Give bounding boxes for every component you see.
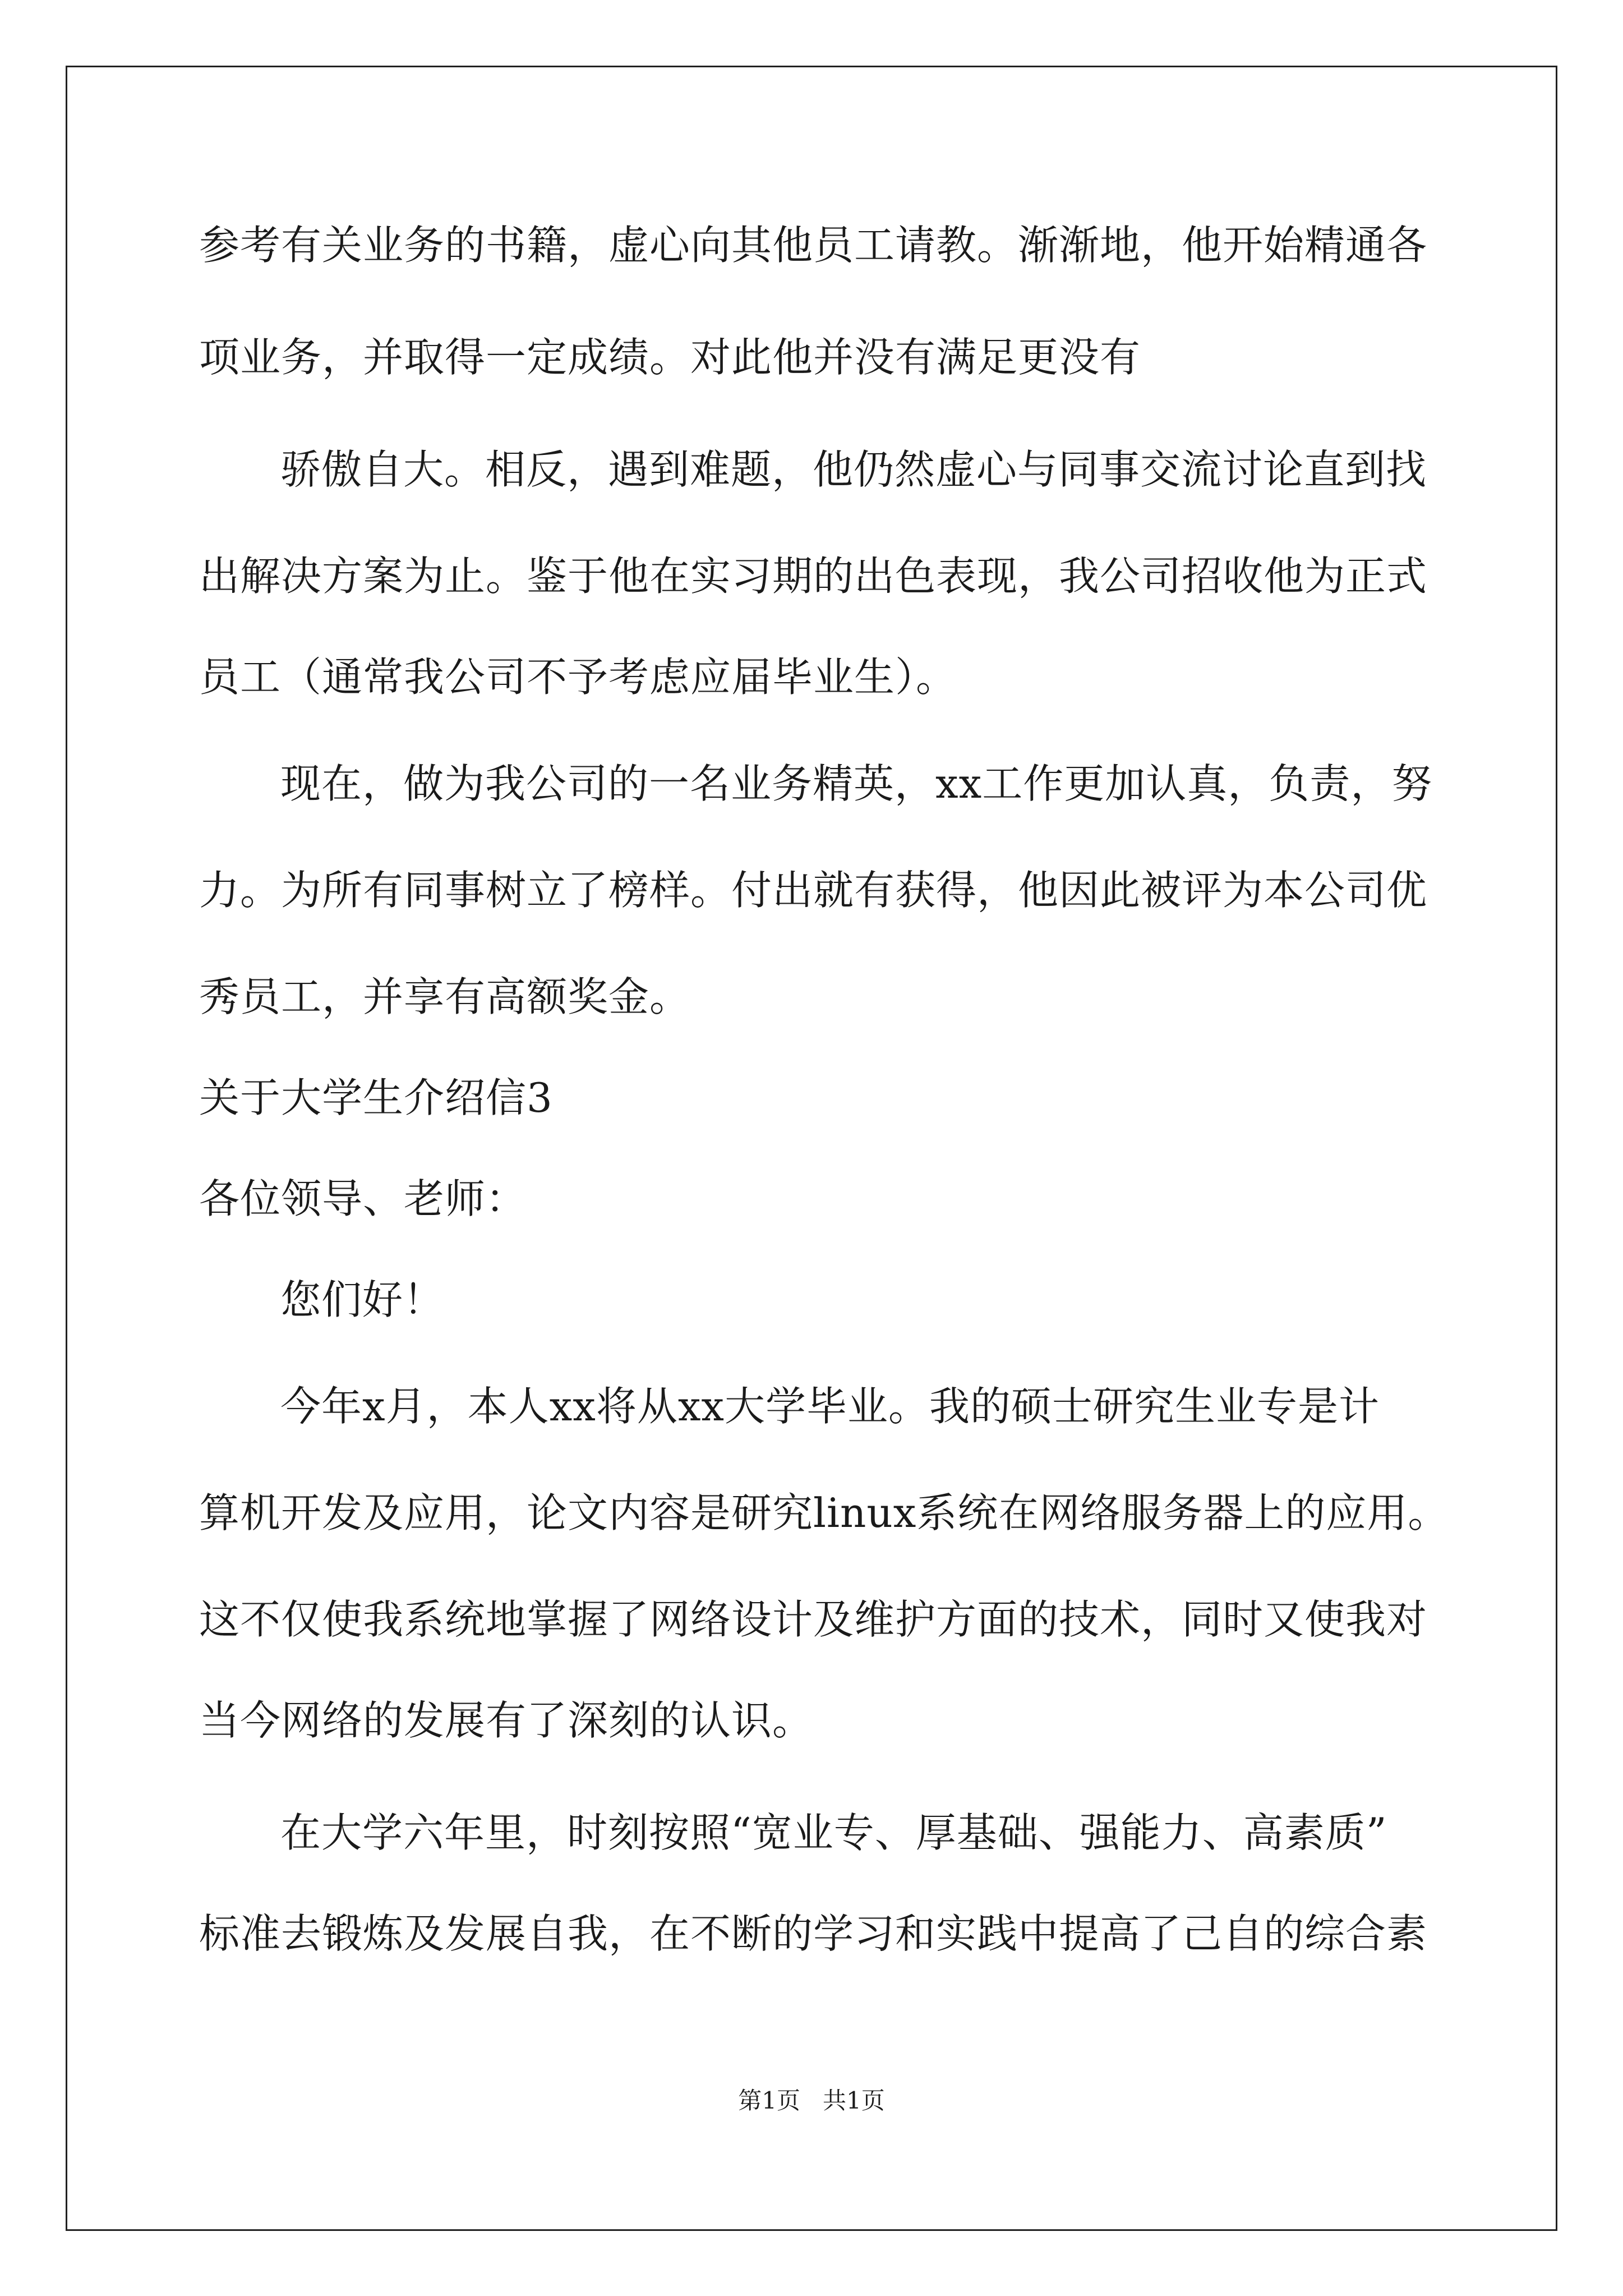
section-heading: 关于大学生介绍信3 (199, 1074, 553, 1121)
body-line-15: 当今网络的发展有了深刻的认识。 (199, 1697, 814, 1744)
body-line-3: 骄傲自大。相反，遇到难题，他仍然虚心与同事交流讨论直到找 (280, 446, 1427, 493)
salutation: 各位领导、老师： (199, 1175, 527, 1222)
body-line-1: 参考有关业务的书籍，虚心向其他员工请教。渐渐地，他开始精通各 (199, 222, 1428, 269)
body-line-4: 出解决方案为止。鉴于他在实习期的出色表现，我公司招收他为正式 (199, 553, 1428, 600)
body-line-8: 秀员工，并享有高额奖金。 (199, 973, 691, 1020)
page-footer: 第1页 共1页 (738, 2087, 885, 2114)
page-border (66, 66, 1557, 2231)
greeting: 您们好！ (280, 1276, 445, 1323)
body-line-13: 算机开发及应用，论文内容是研究linux系统在网络服务器上的应用。 (199, 1489, 1449, 1536)
body-line-7: 力。为所有同事树立了榜样。付出就有获得，他因此被评为本公司优 (199, 867, 1428, 914)
body-line-12: 今年x月，本人xx将从xx大学毕业。我的硕士研究生业专是计 (280, 1383, 1380, 1430)
body-line-16: 在大学六年里，时刻按照“宽业专、厚基础、强能力、高素质” (280, 1809, 1387, 1856)
body-line-17: 标准去锻炼及发展自我，在不断的学习和实践中提高了己自的综合素 (199, 1910, 1428, 1957)
body-line-5: 员工（通常我公司不予考虑应届毕业生）。 (199, 654, 957, 701)
body-line-14: 这不仅使我系统地掌握了网络设计及维护方面的技术，同时又使我对 (199, 1596, 1428, 1643)
body-line-6: 现在，做为我公司的一名业务精英，xx工作更加认真，负责，努 (280, 760, 1433, 807)
body-line-2: 项业务，并取得一定成绩。对此他并没有满足更没有 (199, 334, 1141, 381)
